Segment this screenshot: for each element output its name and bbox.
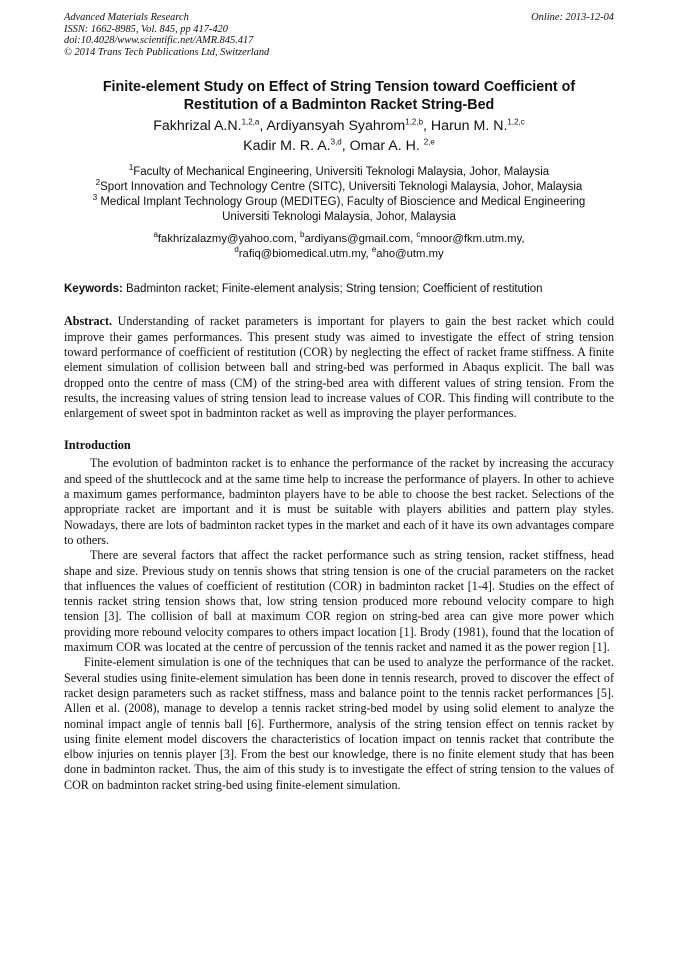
author-name: , Omar A. H. — [341, 138, 424, 155]
author-affil-mark: 1,2,a — [241, 117, 260, 127]
affiliation-1: $^1$Faculty of Mechanical Engineering, Universiti Teknologi Malaysia, Johor, Malaysia — [128, 163, 550, 179]
author-emails: $^a$fakhrizalazmy@yahoo.com, $^b$ardiyans@gmail.com, $^c$mnoor@fkm.utm.my, $^d$rafiq@biomedical.utm.my, $^e$aho@utm.my — [153, 230, 525, 261]
running-header — [64, 12, 614, 58]
title-line-2: Restitution of a Badminton Racket String-Bed — [183, 97, 495, 114]
author-affil-mark: 3,d — [330, 137, 342, 147]
journal-name: Advanced Materials Research — [64, 12, 189, 23]
intro-paragraph-1: The evolution of badminton racket is to enhance the performance of the racket by increasing the accuracy and speed of the shuttlecock and at the same time help to increase the performance of players. In other to achieve a maximum games performance, badminton players have to be able to choose the best racket. Selections of the appropriate racket are important and it is must be suitable with players abilities and pattern play styles. Nowadays, there are lots of badminton racket types in the market and each of it have its own advantages compare to others. — [64, 456, 614, 547]
section-heading-introduction: Introduction — [64, 438, 131, 453]
author-name: Fakhrizal A.N. — [153, 118, 242, 135]
doi-line: doi:10.4028/www.scientific.net/AMR.845.417 — [64, 35, 254, 47]
affiliation-3: $^3$ Medical Implant Technology Group (MEDITEG), Faculty of Bioscience and Medical Engineering — [92, 193, 586, 209]
author-name: , Harun M. N. — [423, 118, 508, 135]
issn-line: ISSN: 1662-8985, Vol. 845, pp 417-420 — [64, 23, 228, 35]
paper-page — [64, 12, 614, 793]
keywords-text: Badminton racket; Finite-element analysis; String tension; Coefficient of restitution — [122, 283, 543, 296]
author-affil-mark: 1,2,c — [507, 117, 525, 127]
title-line-1: Finite-element Study on Effect of String Tension toward Coefficient of — [102, 79, 576, 96]
online-date: Online: 2013-12-04 — [531, 12, 614, 23]
keywords-label: Keywords: — [64, 283, 123, 296]
abstract-text: Understanding of racket parameters is important for players to gain the best racket which could improve their games performances. This present study was aimed to investigate the effect of string tension toward performance of coefficient of restitution (COR) by neglecting the effect of racket frame stiffness. A finite element simulation of collision between ball and string-bed was performed in Abaqus explicit. The ball was dropped onto the centre of mass (CM) of the string-bed area with different values of string tension. From the results, the increasing values of string tension lead to increase values of COR. This finding will contribute to the enlargement of sweet spot in badminton racket as well as improving the player performances. — [64, 314, 614, 421]
email-link[interactable]: fakhrizalazmy@yahoo.com, — [157, 233, 300, 246]
affiliations — [64, 165, 614, 225]
paper-title — [64, 78, 614, 114]
author-affil-mark: 1,2,b — [405, 117, 424, 127]
email-link[interactable]: aho@utm.my — [376, 248, 444, 261]
abstract — [64, 314, 614, 421]
author-affil-mark: 2,e — [423, 137, 435, 147]
email-link[interactable]: rafiq@biomedical.utm.my, — [238, 248, 372, 261]
affiliation-2: $^2$Sport Innovation and Technology Centre (SITC), Universiti Teknologi Malaysia, Johor, Malaysia — [95, 178, 583, 194]
intro-paragraph-3: Finite-element simulation is one of the techniques that can be used to analyze the performance of the racket. Several studies using finite-element simulation has been done in tennis research, proved to discover the effect of racket design parameters such as racket stiffness, mass and balance point to the tennis racket performances [5]. Allen et al. (2008), manage to develop a tennis racket string-bed model by using solid element to analyze the nominal impact angle of tennis ball [6]. Furthermore, analysis of the string tension effect on tennis racket by using finite element model discovers the characteristics of location impact on tennis racket that contribute the elbow injuries on tennis player [3]. From the best our knowledge, there is no finite element study that has been done in badminton racket. Thus, the aim of this study is to investigate the effect of string tension to the values of COR on badminton racket string-bed using finite-element simulation. — [64, 655, 614, 792]
keywords — [64, 282, 614, 297]
author-name: Kadir M. R. A. — [243, 138, 331, 155]
email-link[interactable]: ardiyans@gmail.com, — [304, 233, 417, 246]
abstract-label: Abstract. — [64, 314, 113, 329]
email-link[interactable]: mnoor@fkm.utm.my, — [420, 233, 525, 246]
intro-paragraph-2: There are several factors that affect the racket performance such as string tension, racket stiffness, head shape and size. Previous study on tennis shows that string tension is one of the crucial parameters on the racket that influences the values of coefficient of restitution (COR) in badminton racket [1-4]. Studies on the effect of tennis racket string tension shows that, low string tension produced more rebound velocity compare to high tension [3]. The collision of ball at maximum COR region on string-bed area can give more power which providing more rebound velocity compares to others impact location [1]. Brody (1981), found that the location of maximum COR was located at the centre of percussion of the tennis racket and named it as the power region [1]. — [64, 548, 614, 655]
copyright-line: © 2014 Trans Tech Publications Ltd, Switzerland — [64, 46, 270, 58]
journal-info — [64, 12, 269, 58]
author-name: , Ardiyansyah Syahrom — [259, 118, 406, 135]
author-list — [64, 116, 614, 156]
affiliation-3-cont: Universiti Teknologi Malaysia, Johor, Malaysia — [222, 211, 456, 224]
